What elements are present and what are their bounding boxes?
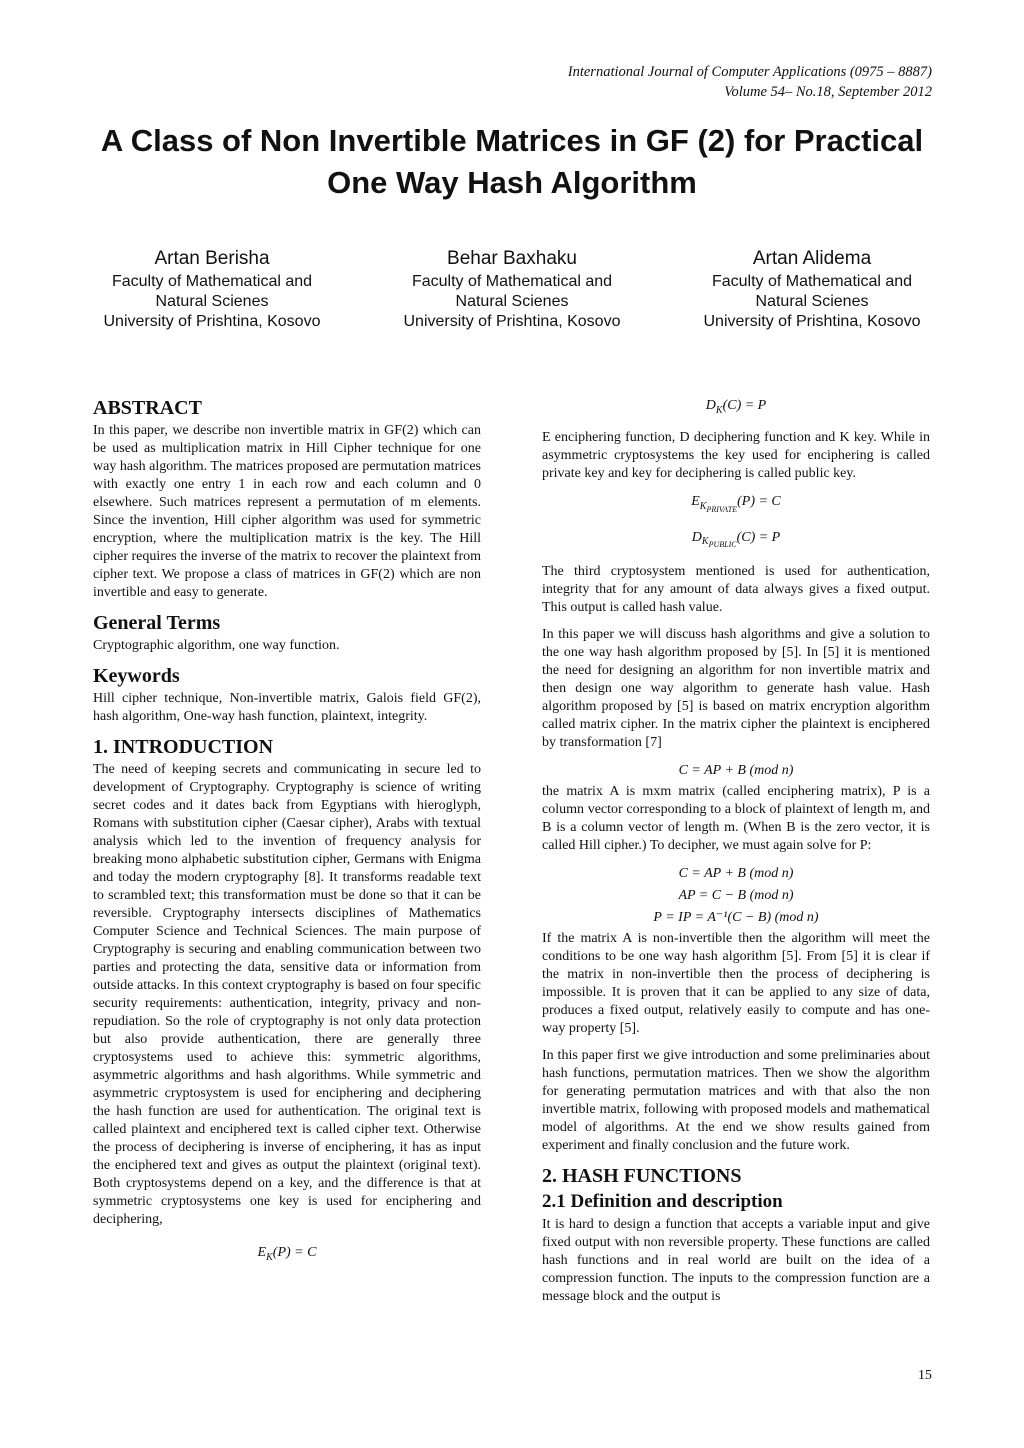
paper-title xyxy=(60,120,964,204)
general-terms-heading: General Terms xyxy=(93,612,221,634)
body-paragraph: If the matrix A is non-invertible then the algorithm will meet the conditions to be one way hash algorithm [5]. From [5] it is clear if the matrix in non-invertible then the process of deciphering is impossible. It is proven that it can be applied to any size of data, produces a fixed output, relatively easily to compute and has one-way property [5]. xyxy=(542,931,930,1037)
author-1 xyxy=(62,246,362,332)
title-line-1: A Class of Non Invertible Matrices in GF (2) for Practical xyxy=(100,123,924,158)
journal-name: International Journal of Computer Applications (0975 – 8887) xyxy=(567,64,932,80)
author-3 xyxy=(662,246,962,332)
author-affiliation: University of Prishtina, Kosovo xyxy=(703,313,921,330)
author-affiliation: Faculty of Mathematical and xyxy=(711,273,913,290)
author-name: Behar Baxhaku xyxy=(447,248,577,269)
introduction-heading: 1. INTRODUCTION xyxy=(93,736,274,758)
right-column xyxy=(542,396,930,1315)
equation-encipher: $E_K(P) = C$ xyxy=(257,1245,317,1263)
equation-cipher: P = IP = A⁻¹(C − B) (mod n) xyxy=(653,910,819,926)
author-affiliation: Faculty of Mathematical and xyxy=(111,273,313,290)
body-paragraph: the matrix A is mxm matrix (called enciphering matrix), P is a column vector corresponding to a block of plaintext of length m, and B is a column vector of length m. (When B is the zero vector, it is called Hill cipher.) To decipher, we must again solve for P: xyxy=(542,784,930,854)
body-paragraph: E enciphering function, D deciphering function and K key. While in asymmetric cryptosystems the key used for enciphering is called private key and key for deciphering is called public key. xyxy=(542,429,930,481)
definition-heading: 2.1 Definition and description xyxy=(542,1191,783,1213)
general-terms-text: Cryptographic algorithm, one way function. xyxy=(93,638,340,653)
left-column xyxy=(93,396,481,1276)
author-affiliation: Natural Scienes xyxy=(755,293,869,310)
abstract-text: In this paper, we describe non invertible matrix in GF(2) which can be used as multiplication matrix in Hill Cipher technique for one way hash algorithm. The matrices proposed are permutation matrices with exactly one entry 1 in each row and each column and 0 elsewhere. Such matrices represent a permutation of m elements. Since the invention, Hill cipher algorithm was used for symmetric encryption, where the multiplication matrix is the key. The Hill cipher requires the inverse of the matrix to recover the plaintext from cipher text. We propose a class of matrices in GF(2) which are non invertible and easy to generate. xyxy=(93,423,481,600)
author-name: Artan Berisha xyxy=(154,248,270,269)
author-affiliation: University of Prishtina, Kosovo xyxy=(103,313,321,330)
journal-volume: Volume 54– No.18, September 2012 xyxy=(724,84,932,100)
author-affiliation: University of Prishtina, Kosovo xyxy=(403,313,621,330)
hash-functions-heading: 2. HASH FUNCTIONS xyxy=(542,1165,742,1188)
equation-matrix-cipher: C = AP + B (mod n) xyxy=(678,763,794,779)
author-2 xyxy=(362,246,662,332)
equation-cipher: AP = C − B (mod n) xyxy=(678,888,794,904)
introduction-text: The need of keeping secrets and communicating in secure led to development of Cryptography. Cryptography is science of writing secret codes and it dates back from Egyptians with hieroglyph, Romans with substitution cipher (Caesar cipher), Arabs with textual analysis which led to the invention of frequency analysis for breaking mono alphabetic substitution cipher, Germans with Enigma and today the modern cryptography [8]. It transforms readable text to scrambled text; this transformation must be done so that it can be reversible. Cryptography intersects disciplines of Mathematics Computer Science and Technical Sciences. The main purpose of Cryptography is securing and enabling communication between two parties and protecting the data, sensitive data or information from outside attacks. In this context cryptography is based on four specific security requirements: authentication, integrity, privacy and non-repudiation. So the role of cryptography is not only data protection but also provide authentication, there are generally three cryptosystems used to achieve this: symmetric algorithms, asymmetric algorithms and hash algorithms. While symmetric and asymmetric cryptosystem is used for enciphering and deciphering the hash function are used for authentication. The original text is called plaintext and enciphered text is called cipher text. Otherwise the process of deciphering is inverse of enciphering, it has as input the enciphered text and gives as output the plaintext (original text). Both cryptosystems depend on a key, and the difference is that at symmetric cryptosystems one key is used for enciphering and deciphering, xyxy=(93,762,481,1227)
author-affiliation: Natural Scienes xyxy=(155,293,269,310)
author-affiliation: Faculty of Mathematical and xyxy=(411,273,613,290)
equation-public-key: $D_{K_{PUBLIC}}(C) = P$ xyxy=(691,529,781,550)
journal-header xyxy=(568,62,932,102)
abstract-heading: ABSTRACT xyxy=(93,397,202,419)
equation-decipher: $D_K(C) = P$ xyxy=(705,398,767,416)
page-number: 15 xyxy=(918,1368,932,1383)
equation-cipher: C = AP + B (mod n) xyxy=(678,866,794,882)
title-line-2: One Way Hash Algorithm xyxy=(327,165,697,200)
keywords-heading: Keywords xyxy=(93,665,180,687)
author-block xyxy=(62,246,962,332)
keywords-text: Hill cipher technique, Non-invertible matrix, Galois field GF(2), hash algorithm, One-way hash function, plaintext, integrity. xyxy=(93,691,481,724)
body-paragraph: The third cryptosystem mentioned is used for authentication, integrity that for any amount of data always gives a fixed output. This output is called hash value. xyxy=(542,564,930,616)
author-affiliation: Natural Scienes xyxy=(455,293,569,310)
body-paragraph: In this paper first we give introduction and some preliminaries about hash functions, permutation matrices. Then we show the algorithm for generating permutation matrices and with that also the non invertible matrix, following with proposed models and mathematical model of algorithms. At the end we show results gained from experiment and finally conclusion and the future work. xyxy=(542,1048,930,1154)
author-name: Artan Alidema xyxy=(752,248,872,269)
body-paragraph: It is hard to design a function that accepts a variable input and give fixed output with non reversible property. These functions are called hash functions and in real world are built on the idea of a compression function. The inputs to the compression function are a message block and the output is xyxy=(542,1217,930,1305)
equation-private-key: $E_{K_{PRIVATE}}(P) = C$ xyxy=(691,493,781,514)
body-paragraph: In this paper we will discuss hash algorithms and give a solution to the one way hash algorithm proposed by [5]. In [5] it is mentioned the need for designing an algorithm for non invertible matrix and then design one way algorithm to generate hash value. Hash algorithm proposed by [5] is based on matrix encryption algorithm called matrix cipher. In the matrix cipher the plaintext is enciphered by transformation [7] xyxy=(542,627,930,751)
